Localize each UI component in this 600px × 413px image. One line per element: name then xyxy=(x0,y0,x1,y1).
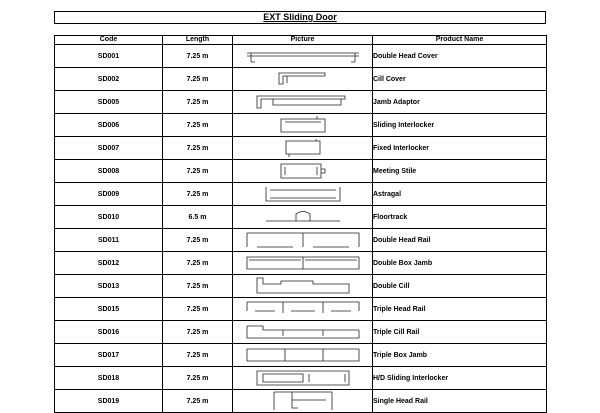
product-name: Cill Cover xyxy=(373,68,547,91)
product-sheet xyxy=(54,11,546,413)
floortrack-profile-drawing xyxy=(233,206,373,229)
product-length: 7.25 m xyxy=(163,137,233,160)
table-row xyxy=(55,160,547,183)
product-name: Double Box Jamb xyxy=(373,252,547,275)
product-code: SD008 xyxy=(55,160,163,183)
product-name: Triple Head Rail xyxy=(373,298,547,321)
product-name: H/D Sliding Interlocker xyxy=(373,367,547,390)
product-code: SD016 xyxy=(55,321,163,344)
product-code: SD012 xyxy=(55,252,163,275)
triple-head-rail-profile-drawing xyxy=(233,298,373,321)
product-length: 7.25 m xyxy=(163,275,233,298)
table-row xyxy=(55,275,547,298)
product-code: SD006 xyxy=(55,114,163,137)
product-length: 7.25 m xyxy=(163,298,233,321)
product-name: Sliding Interlocker xyxy=(373,114,547,137)
triple-cill-rail-profile-drawing xyxy=(233,321,373,344)
product-length: 6.5 m xyxy=(163,206,233,229)
jamb-adaptor-profile-drawing xyxy=(233,91,373,114)
product-name: Triple Box Jamb xyxy=(373,344,547,367)
triple-box-jamb-profile-drawing xyxy=(233,344,373,367)
product-code: SD005 xyxy=(55,91,163,114)
product-length: 7.25 m xyxy=(163,390,233,413)
product-length: 7.25 m xyxy=(163,68,233,91)
table-row xyxy=(55,206,547,229)
product-length: 7.25 m xyxy=(163,183,233,206)
product-name: Double Cill xyxy=(373,275,547,298)
product-code: SD015 xyxy=(55,298,163,321)
product-name: Double Head Cover xyxy=(373,45,547,68)
sliding-interlocker-profile-drawing xyxy=(233,114,373,137)
table-row xyxy=(55,137,547,160)
product-length: 7.25 m xyxy=(163,229,233,252)
header-code: Code xyxy=(55,36,163,45)
table-row xyxy=(55,68,547,91)
table-row xyxy=(55,183,547,206)
meeting-stile-profile-drawing xyxy=(233,160,373,183)
table-row xyxy=(55,367,547,390)
double-head-cover-profile-drawing xyxy=(233,45,373,68)
product-code: SD002 xyxy=(55,68,163,91)
product-code: SD007 xyxy=(55,137,163,160)
product-name: Triple Cill Rail xyxy=(373,321,547,344)
double-head-rail-profile-drawing xyxy=(233,229,373,252)
cill-cover-profile-drawing xyxy=(233,68,373,91)
product-code: SD001 xyxy=(55,45,163,68)
product-name: Meeting Stile xyxy=(373,160,547,183)
table-row xyxy=(55,344,547,367)
product-name: Fixed Interlocker xyxy=(373,137,547,160)
product-length: 7.25 m xyxy=(163,252,233,275)
table-header-row xyxy=(55,36,547,45)
product-code: SD018 xyxy=(55,367,163,390)
table-row xyxy=(55,252,547,275)
product-length: 7.25 m xyxy=(163,367,233,390)
table-row xyxy=(55,91,547,114)
table-row xyxy=(55,390,547,413)
header-picture: Picture xyxy=(233,36,373,45)
product-length: 7.25 m xyxy=(163,45,233,68)
double-box-jamb-profile-drawing xyxy=(233,252,373,275)
product-code: SD009 xyxy=(55,183,163,206)
product-code: SD017 xyxy=(55,344,163,367)
table-row xyxy=(55,321,547,344)
product-length: 7.25 m xyxy=(163,114,233,137)
product-name: Floortrack xyxy=(373,206,547,229)
double-cill-profile-drawing xyxy=(233,275,373,298)
product-code: SD019 xyxy=(55,390,163,413)
product-length: 7.25 m xyxy=(163,321,233,344)
header-product-name: Product Name xyxy=(373,36,547,45)
astragal-profile-drawing xyxy=(233,183,373,206)
table-row xyxy=(55,229,547,252)
header-length: Length xyxy=(163,36,233,45)
product-length: 7.25 m xyxy=(163,344,233,367)
product-code: SD013 xyxy=(55,275,163,298)
table-row xyxy=(55,298,547,321)
single-head-rail-profile-drawing xyxy=(233,390,373,413)
product-name: Jamb Adaptor xyxy=(373,91,547,114)
product-name: Double Head Rail xyxy=(373,229,547,252)
hd-sliding-interlocker-profile-drawing xyxy=(233,367,373,390)
fixed-interlocker-profile-drawing xyxy=(233,137,373,160)
product-code: SD010 xyxy=(55,206,163,229)
products-table xyxy=(54,35,547,413)
product-code: SD011 xyxy=(55,229,163,252)
product-length: 7.25 m xyxy=(163,91,233,114)
product-length: 7.25 m xyxy=(163,160,233,183)
product-name: Single Head Rail xyxy=(373,390,547,413)
table-row xyxy=(55,45,547,68)
table-row xyxy=(55,114,547,137)
product-name: Astragal xyxy=(373,183,547,206)
sheet-title: EXT Sliding Door xyxy=(54,11,546,24)
